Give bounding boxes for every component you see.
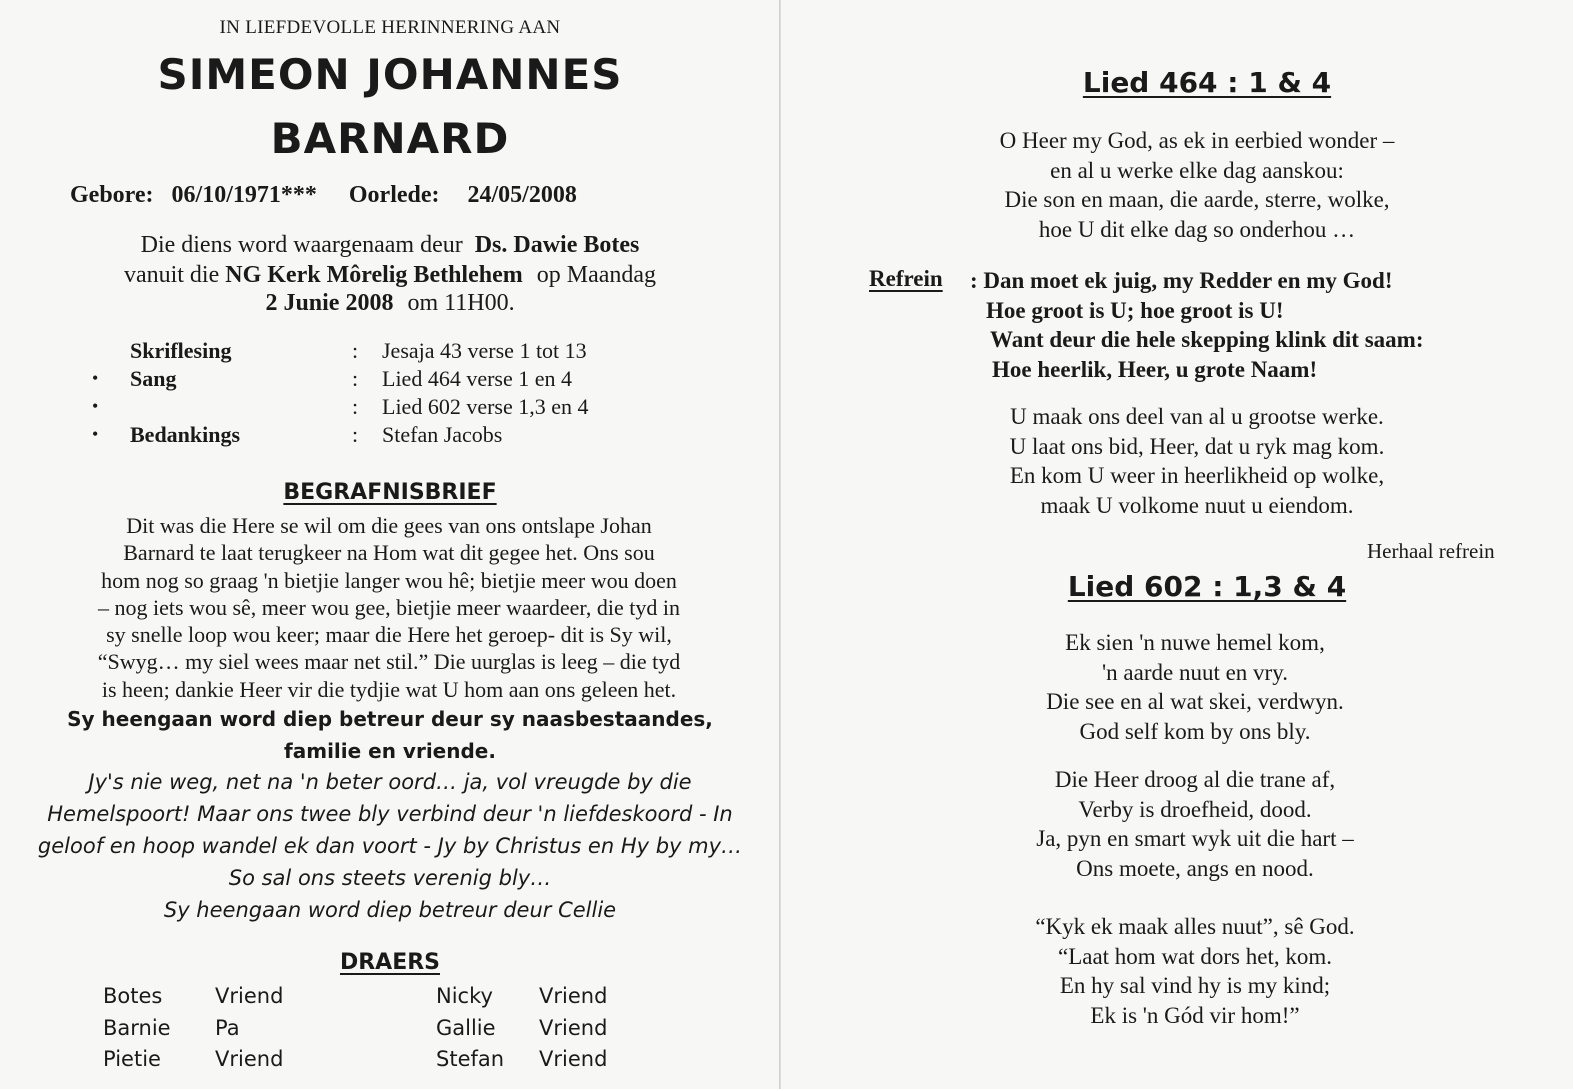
service-time: om 11H00. — [407, 290, 515, 316]
pallbearer-relation: Pa — [215, 1015, 240, 1040]
hymn-602-verse4 — [799, 912, 1573, 1030]
church-name: NG Kerk Môrelig Bethlehem — [225, 262, 523, 288]
pallbearer-name: Pietie — [103, 1047, 161, 1071]
program-row — [0, 422, 780, 450]
service-weekday: op Maandag — [536, 262, 657, 288]
refrain-line: Hoe heerlik, Heer, u grote Naam! — [992, 356, 1318, 382]
dates-line — [70, 182, 577, 209]
pallbearer-relation: Vriend — [539, 984, 608, 1008]
brief-line: – nog iets wou sê, meer wou gee, bietjie meer waardeer, die tyd in — [98, 594, 680, 620]
service-intro: Die diens word waargenaam deur — [140, 232, 463, 258]
verse-line: God self kom by ons bly. — [1079, 718, 1311, 744]
verse-line: hoe U dit elke dag so onderhou … — [1038, 216, 1356, 242]
service-line3 — [0, 290, 780, 317]
pallbearer-relation: Vriend — [539, 1047, 608, 1071]
pallbearer-relation: Vriend — [215, 1047, 284, 1071]
pallbearers-title: DRAERS — [339, 950, 441, 975]
verse-line: Die son en maan, die aarde, sterre, wolke, — [1004, 187, 1390, 212]
repeat-refrain-note: Herhaal refrein — [1367, 539, 1495, 563]
verse-line: En hy sal vind hy is my kind; — [1059, 973, 1331, 998]
hymn-602-verse3 — [799, 765, 1573, 883]
verse-line: maak U volkome nuut u eiendom. — [1040, 492, 1354, 518]
poem-line: geloof en hoop wandel ek dan voort - Jy by Christus en Hy by my… — [37, 834, 743, 858]
bullet: • — [92, 368, 99, 388]
service-date: 2 Junie 2008 — [265, 290, 394, 316]
hymn-602-verse1 — [799, 628, 1573, 746]
pallbearer-name: Barnie — [103, 1015, 171, 1040]
program-row — [0, 366, 780, 394]
verse-line: 'n aarde nuut en vry. — [1102, 659, 1288, 685]
program-value: Stefan Jacobs — [382, 422, 503, 447]
program-colon: : — [352, 366, 359, 391]
left-page — [0, 0, 780, 1089]
verse-line: Die Heer droog al die trane af, — [1054, 767, 1336, 792]
pallbearer-name: Nicky — [436, 984, 493, 1008]
program-value: Lied 602 verse 1,3 en 4 — [382, 394, 589, 419]
verse-line: U laat ons bid, Heer, dat u ryk mag kom. — [1009, 433, 1385, 459]
verse-line: O Heer my God, as ek in eerbied wonder – — [999, 128, 1395, 153]
service-from: vanuit die — [123, 262, 220, 288]
program-row — [0, 338, 780, 366]
brief-line: sy snelle loop wou keer; maar die Here het geroep- dit is Sy wil, — [106, 622, 672, 648]
refrain-line: : Dan moet ek juig, my Redder en my God! — [970, 268, 1393, 293]
brief-title: BEGRAFNISBRIEF — [283, 480, 497, 505]
hymn-464-verse1 — [801, 126, 1573, 244]
pallbearer-name: Stefan — [436, 1047, 505, 1071]
memorial-poem — [0, 766, 780, 926]
poem-line: Hemelspoort! Maar ons twee bly verbind deur 'n liefdeskoord - In — [47, 802, 733, 826]
poem-line: Sy heengaan word diep betreur deur Cellie — [163, 898, 617, 922]
deceased-name-line1: SIMEON JOHANNES — [157, 50, 623, 99]
service-line1 — [0, 232, 780, 259]
program-label: Sang — [130, 366, 177, 391]
service-line2 — [0, 262, 780, 289]
memorial-intro: IN LIEFDEVOLLE HERINNERING AAN — [219, 17, 561, 38]
minister-name: Ds. Dawie Botes — [474, 232, 640, 258]
pallbearer-relation: Vriend — [215, 984, 284, 1008]
verse-line: U maak ons deel van al u grootse werke. — [1010, 404, 1384, 429]
pallbearer-relation: Vriend — [539, 1015, 608, 1040]
pallbearer-name: Botes — [103, 984, 163, 1008]
born-date: 06/10/1971*** — [171, 182, 317, 208]
brief-line: hom nog so graag 'n bietjie langer wou hê; bietjie meer wou doen — [101, 567, 677, 593]
program-label: Bedankings — [130, 422, 241, 447]
refrain-line: Hoe groot is U; hoe groot is U! — [986, 297, 1284, 323]
died-label: Oorlede: — [348, 182, 440, 208]
right-page — [781, 0, 1573, 1089]
brief-text — [18, 512, 760, 703]
verse-line: En kom U weer in heerlikheid op wolke, — [1009, 463, 1385, 488]
deceased-name-line2: BARNARD — [270, 114, 510, 163]
hymn-602-title: Lied 602 : 1,3 & 4 — [1067, 570, 1347, 603]
verse-line: Ek sien 'n nuwe hemel kom, — [1065, 630, 1325, 655]
born-label: Gebore: — [70, 182, 154, 208]
program-label: Skriflesing — [130, 338, 232, 363]
verse-line: Verby is droefheid, dood. — [1078, 796, 1312, 822]
program-value: Jesaja 43 verse 1 tot 13 — [382, 338, 587, 363]
mourning-text — [0, 703, 780, 767]
bullet: • — [92, 424, 99, 444]
mourning-line: Sy heengaan word diep betreur deur sy naasbestaandes, — [67, 707, 713, 731]
verse-line: Ja, pyn en smart wyk uit die hart – — [1036, 826, 1354, 851]
died-date: 24/05/2008 — [467, 182, 577, 208]
mourning-line: familie en vriende. — [284, 739, 496, 763]
verse-line: en al u werke elke dag aanskou: — [1050, 157, 1344, 183]
poem-line: So sal ons steets verenig bly… — [228, 866, 552, 890]
program-value: Lied 464 verse 1 en 4 — [382, 366, 572, 391]
brief-line: “Swyg… my siel wees maar net stil.” Die uurglas is leeg – die tyd — [97, 649, 681, 675]
verse-line: Ek is 'n Gód vir hom!” — [1090, 1002, 1300, 1028]
verse-line: Ons moete, angs en nood. — [1076, 855, 1314, 881]
hymn-464-title: Lied 464 : 1 & 4 — [1082, 66, 1332, 99]
program-colon: : — [352, 422, 359, 447]
hymn-464-verse4 — [801, 402, 1573, 520]
pallbearer-name: Gallie — [436, 1015, 496, 1040]
program-row — [0, 394, 780, 422]
verse-line: “Laat hom wat dors het, kom. — [1057, 943, 1332, 969]
brief-line: is heen; dankie Heer vir die tydjie wat U hom aan ons geleen het. — [101, 676, 677, 702]
brief-line: Barnard te laat terugkeer na Hom wat dit gegee het. Ons sou — [123, 540, 655, 566]
verse-line: Die see en al wat skei, verdwyn. — [1046, 689, 1344, 714]
brief-line: Dit was die Here se wil om die gees van ons ontslape Johan — [126, 513, 652, 538]
refrain-line: Want deur die hele skepping klink dit saam: — [990, 327, 1424, 352]
program-colon: : — [352, 394, 359, 419]
refrain-label: Refrein — [869, 266, 943, 291]
bullet: • — [92, 396, 99, 416]
verse-line: “Kyk ek maak alles nuut”, sê God. — [1035, 914, 1355, 939]
poem-line: Jy's nie weg, net na 'n beter oord… ja, vol vreugde by die — [88, 770, 692, 794]
program-colon: : — [352, 338, 359, 363]
